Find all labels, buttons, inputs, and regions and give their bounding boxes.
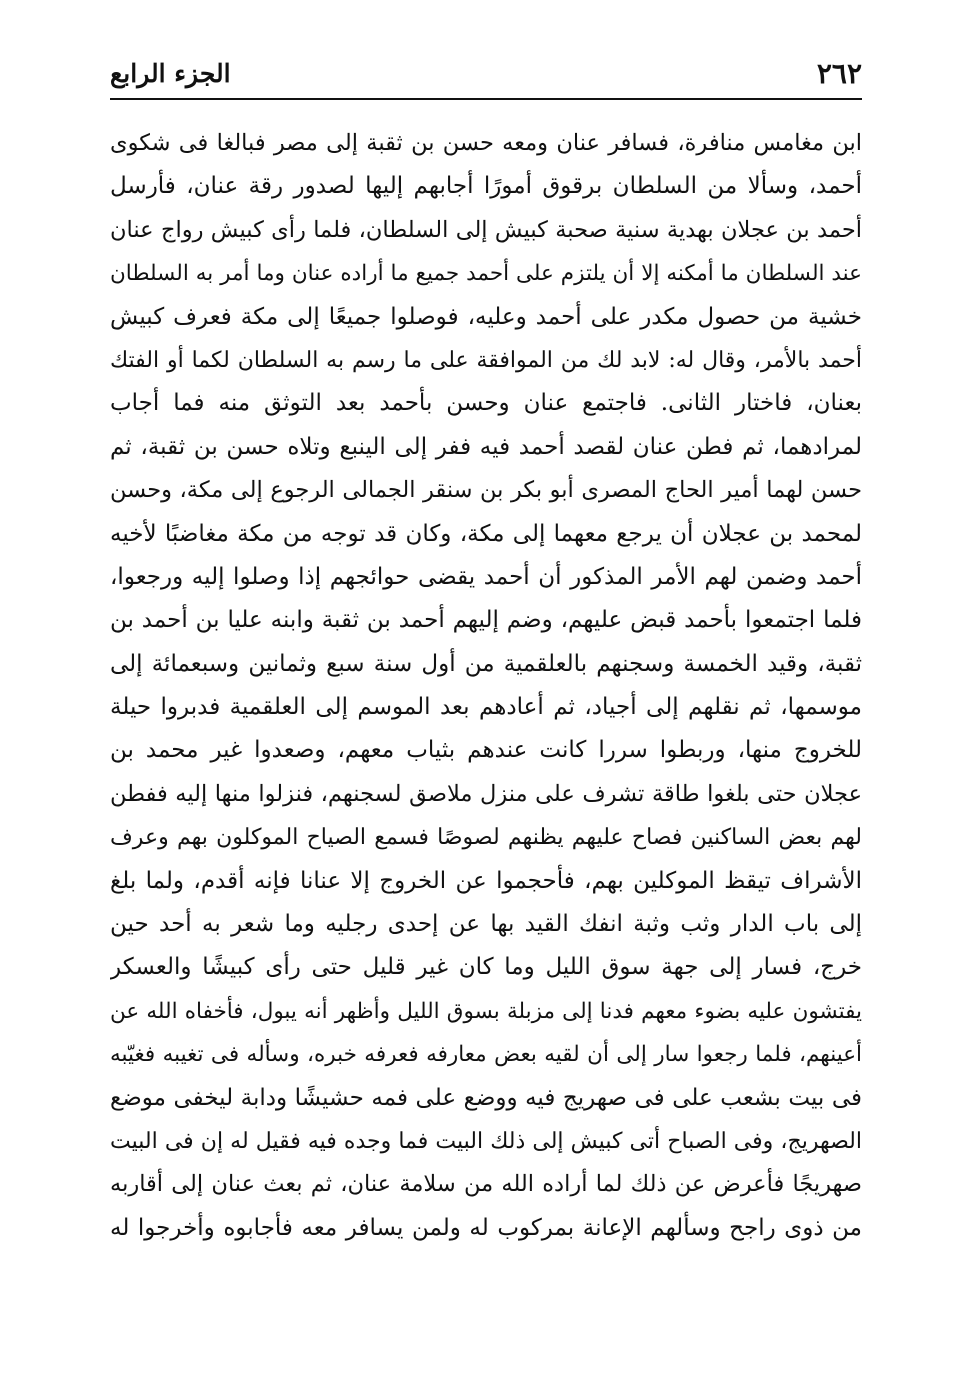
header-divider	[110, 98, 862, 100]
text-line: عجلان حتى بلغوا طاقة تشرف على منزل ملاصق لسجنهم، فنزلوا منها إليه ففطن	[110, 780, 862, 807]
text-line: أحمد وضمن لهم الأمر المذكور أن أحمد يقضى حوائجهم إذا وصلوا إليه ورجعوا،	[110, 563, 862, 590]
page-number: ٢٦٢	[816, 57, 862, 90]
text-line: الصهريج، وفى الصباح أتى كبيش إلى ذلك البيت فما وجده فيه فقيل له إن فى البيت	[110, 1128, 862, 1154]
text-line: فى بيت بشعب على فى صهريج فيه ووضع على فمه حشيشًا ودابة ليخفى موضع	[110, 1084, 862, 1111]
text-line: أعينهم، فلما رجعوا سار إلى أن لقيه بعض معارفه فعرفه خبره، وسأله فى تغيبه فغيّبه	[110, 1042, 862, 1068]
text-line: ثقبة، وقيد الخمسة وسجنهم بالعلقمية من أول سنة سبع وثمانين وسبعمائة إلى	[110, 650, 862, 677]
text-line: خرج، فسار إلى جهة سوق الليل وما كان غير قليل حتى رأى كبيشًا والعسكر	[110, 954, 862, 981]
text-line: عند السلطان ما أمكنه إلا أن يلتزم على أحمد جميع ما أراده عنان وما أمر به السلطان	[110, 261, 862, 287]
text-line: موسمها، ثم نقلهم إلى أجياد، ثم أعادهم بعد الموسم إلى العلقمية فدبروا حيلة	[110, 694, 862, 721]
text-line: من ذوى راجح وسألهم الإعانة بمركوب له ولمن يسافر معه فأجابوه وأخرجوا له	[110, 1214, 862, 1241]
text-line: لهم بعض الساكنين فصاح عليهم يظنهم لصوصًا فسمع الصياح الموكلون بهم وعرف	[110, 825, 862, 851]
page-header	[110, 56, 862, 96]
text-line: إلى باب الدار وثب وثبة انفك القيد بها عن إحدى رجليه وما شعر به أحد حين	[110, 911, 862, 938]
text-line: حسن لهما أمير الحاج المصرى أبو بكر بن سنقر الجمالى الرجوع إلى مكة، وحسن	[110, 477, 862, 504]
running-head: الجزء الرابع	[110, 59, 231, 88]
text-line: ابن مغامس منافرة، فسافر عنان ومعه حسن بن ثقبة إلى مصر فبالغا فى شكوى	[110, 130, 862, 156]
text-line: خشية من حصول مكدر على أحمد وعليه، فوصلوا جميعًا إلى مكة فعرف كبيش	[110, 303, 862, 330]
text-line: أحمد بن عجلان بهدية سنية صحبة كبيش إلى السلطان، فلما رأى كبيش رواج عنان	[110, 216, 862, 243]
body-text	[110, 122, 862, 1250]
text-line: أحمد، وسألا من السلطان برقوق أمورًا أجابهم إليها لصدور رقة عنان، فأرسل	[110, 173, 862, 200]
text-line: يفتشون عليه بضوء معهم فدنا إلى مزبلة بسوق الليل وأظهر أنه يبول، فأخفاه الله عن	[110, 998, 862, 1024]
text-line: لمرادهما، ثم فطن عنان لقصد أحمد فيه ففر إلى الينبع وتلاه حسن بن ثقبة، ثم	[110, 433, 862, 460]
text-line: للخروج منها، وربطوا سررا كانت عندهم بثياب معهم، وصعدوا غير محمد بن	[110, 737, 862, 764]
text-line: فلما اجتمعوا بأحمد قبض عليهم، وضم إليهم أحمد بن ثقبة وابنه عليا بن أحمد بن	[110, 607, 862, 634]
text-line: أحمد بالأمر، وقال له: لابد لك من الموافقة على ما رسم به السلطان لكما أو الفتك	[110, 347, 862, 373]
text-line: لمحمد بن عجلان أن يرجع معهما إلى مكة، وكان قد توجه من مكة مغاضبًا لأخيه	[110, 520, 862, 547]
text-line: بعنان، فاختار الثانى. فاجتمع عنان وحسن بأحمد بعد التوثق منه فما أجاب	[110, 390, 862, 417]
text-line: الأشراف تيقظ الموكلين بهم، فأحجموا عن الخروج إلا عنانا فإنه أقدم، ولما بلغ	[110, 867, 862, 894]
text-line: صهريجًا فأعرض عن ذلك لما أراده الله من سلامة عنان، ثم بعث عنان إلى أقاربه	[110, 1171, 862, 1198]
